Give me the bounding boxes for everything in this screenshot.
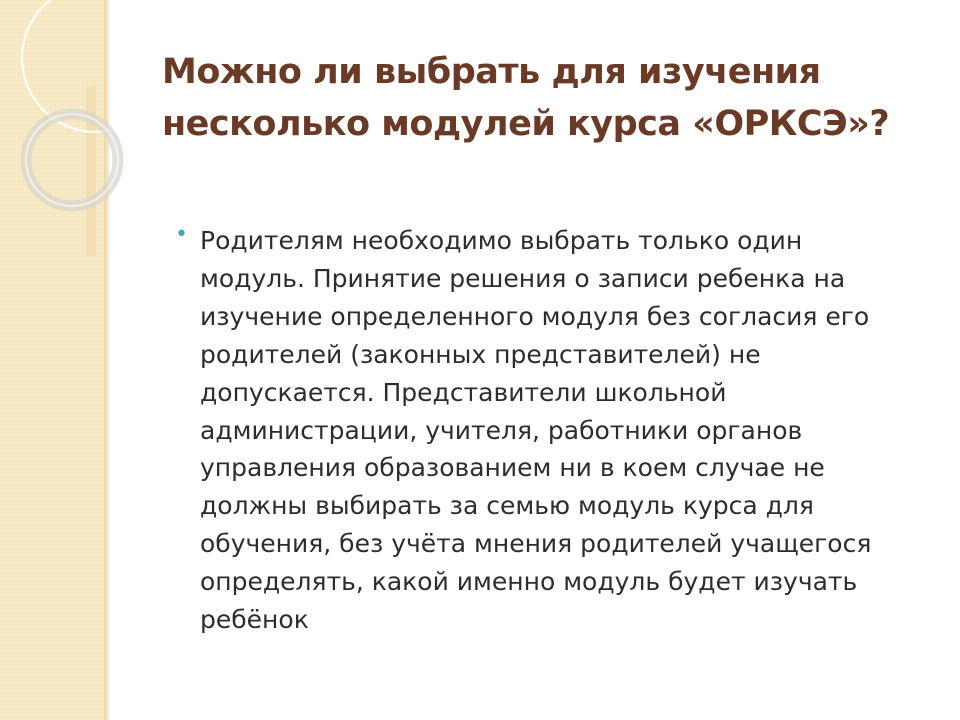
bullet-text-line: ребёнок (200, 605, 309, 635)
bullet-dot-icon: • (175, 222, 188, 247)
slide-title (162, 46, 922, 150)
bullet-text-line: обучения, без учёта мнения родителей учащегося (200, 529, 872, 559)
decorative-rings (0, 0, 180, 300)
bullet-text-line: допускается. Представители школьной (200, 377, 727, 407)
bullet-text-line: Родителям необходимо выбрать только один (200, 226, 803, 255)
bullet-text (200, 222, 930, 639)
bullet-text-line: должны выбирать за семью модуль курса для (200, 491, 814, 521)
bullet-text-line: модуль. Принятие решения о записи ребенка на (200, 263, 846, 293)
slide-title-line: Можно ли выбрать для изучения (162, 52, 821, 92)
bullet-text-line: изучение определенного модуля без согласия его (200, 301, 870, 331)
bullet-text-line: родителей (законных представителей) не (200, 339, 761, 369)
slide-title-line: несколько модулей курса «ОРКСЭ»? (162, 104, 890, 144)
bullet-text-line: администрации, учителя, работники органов (200, 415, 803, 445)
bullet-text-line: определять, какой именно модуль будет изучать (200, 567, 858, 597)
bullet-text-line: управления образованием ни в коем случае не (200, 453, 825, 483)
